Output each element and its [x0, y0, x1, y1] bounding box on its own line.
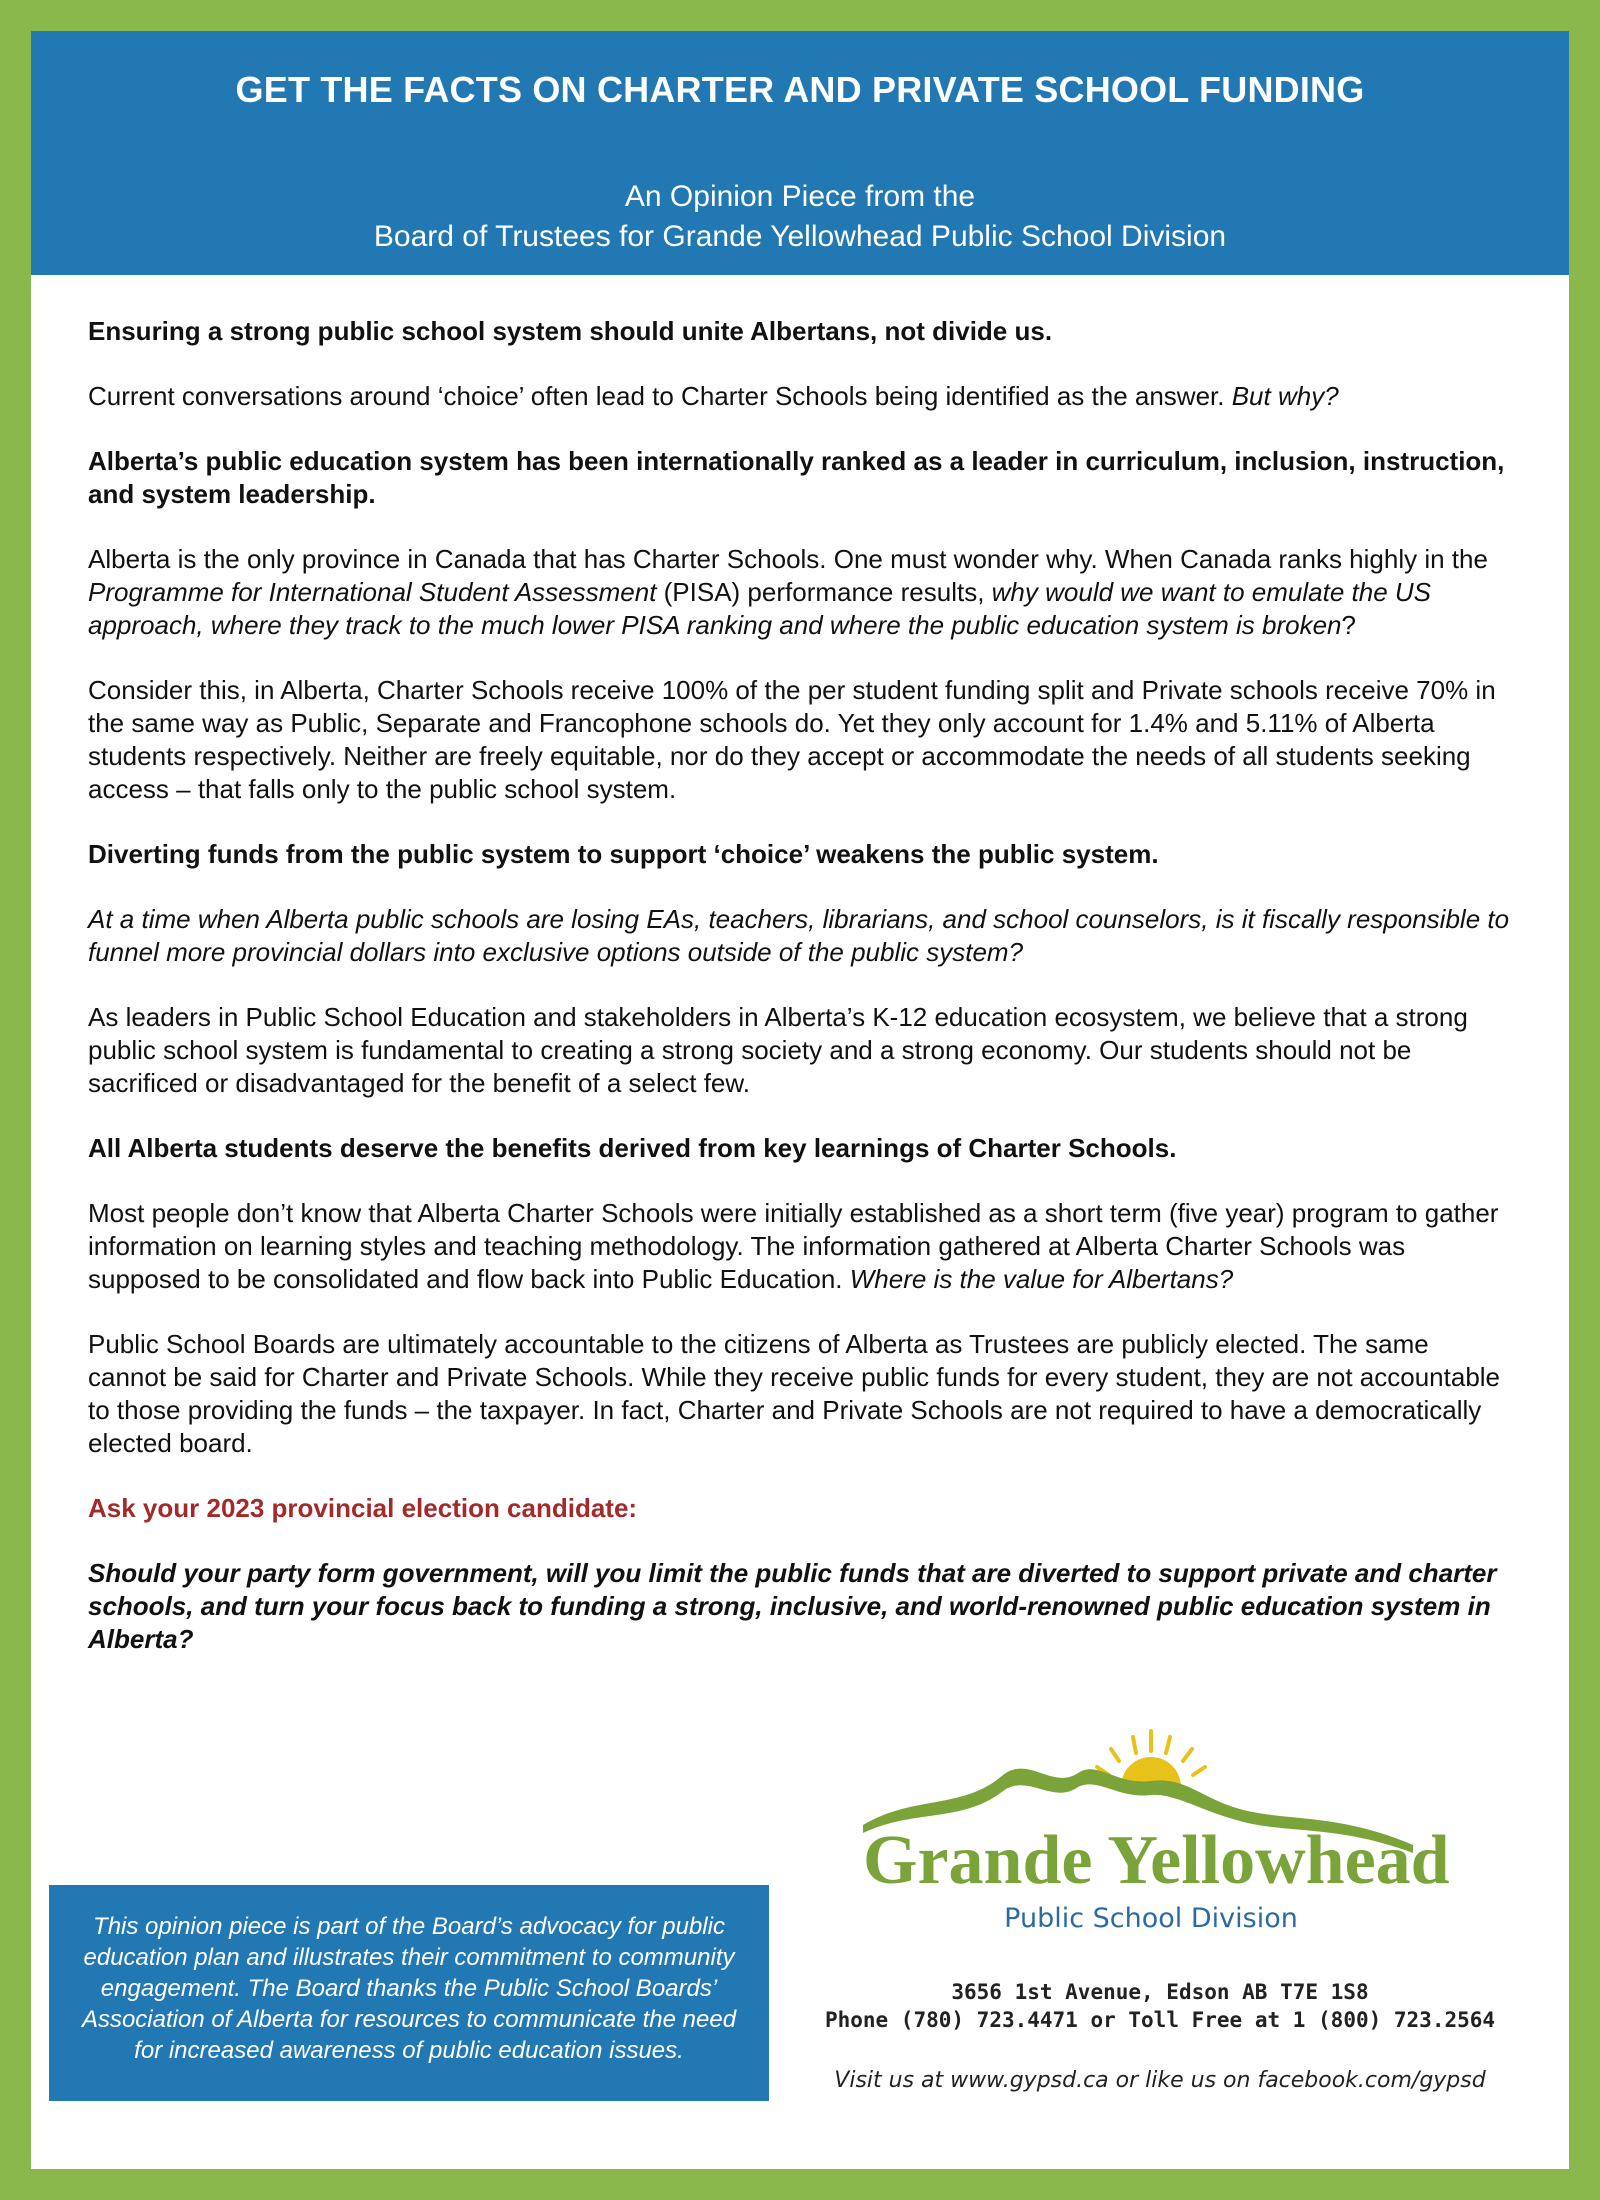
- header-subtitle: [31, 177, 1569, 257]
- paragraph-funding: Consider this, in Alberta, Charter Schools receive 100% of the per student funding split and Private schools receive 70% in the same way as Public, Separate and Francophone schools do. Yet they only account for 1.4% and 5.11% of Alberta students respectively. Neither are freely equitable, nor do they accept or accommodate the needs of all students seeking access – that falls only to the public school system.: [88, 675, 1496, 804]
- paragraph-pisa: [88, 543, 1511, 642]
- advocacy-note-box: [49, 1885, 769, 2101]
- subtitle-line-2: Board of Trustees for Grande Yellowhead Public School Division: [373, 220, 1227, 253]
- article-body: [31, 275, 1569, 1656]
- paragraph-choice-text: Current conversations around ‘choice’ often lead to Charter Schools being identified as the answer.: [88, 381, 1232, 411]
- heading-key-learnings: All Alberta students deserve the benefits derived from key learnings of Charter Schools.: [88, 1133, 1177, 1163]
- heading-ranked-leader: Alberta’s public education system has been internationally ranked as a leader in curriculum, inclusion, instruction, and system leadership.: [88, 446, 1505, 509]
- paragraph-pisa-mark: ?: [1341, 610, 1356, 640]
- contact-block: [810, 1978, 1510, 2034]
- paragraph-leaders: As leaders in Public School Education and stakeholders in Alberta’s K-12 education ecosystem, we believe that a strong public school system is fundamental to creating a strong society and a strong economy. Our students should not be sacrificed or disadvantaged for the benefit of a select few.: [88, 1002, 1468, 1098]
- paragraph-pisa-text-c: (PISA) performance results,: [656, 577, 992, 607]
- candidate-question: Should your party form government, will you limit the public funds that are diverted to support private and charter schools, and turn your focus back to funding a strong, inclusive, and world-renowned public education system in Alberta?: [88, 1558, 1497, 1654]
- address: 3656 1st Avenue, Edson AB T7E 1S8: [951, 1980, 1369, 2004]
- heading-unite: Ensuring a strong public school system should unite Albertans, not divide us.: [88, 316, 1053, 346]
- subtitle-line-1: An Opinion Piece from the: [624, 180, 976, 213]
- heading-diverting-funds: Diverting funds from the public system to support ‘choice’ weakens the public system.: [88, 839, 1159, 869]
- paragraph-choice: [88, 380, 1511, 413]
- logo-graphic: [853, 1715, 1453, 1945]
- phone: Phone (780) 723.4471 or Toll Free at 1 (800) 723.2564: [824, 2008, 1496, 2032]
- header-banner: [31, 31, 1569, 275]
- paragraph-pisa-question: why would we want to emulate the US approach, where they track to the much lower PISA ranking and where the public education system is broken: [88, 577, 1431, 640]
- logo-subtitle: Public School Division: [1004, 1903, 1298, 1934]
- paragraph-accountability: Public School Boards are ultimately accountable to the citizens of Alberta as Trustees are publicly elected. The same cannot be said for Charter and Private Schools. While they receive public funds for every student, they are not accountable to those providing the funds – the taxpayer. In fact, Charter and Private Schools are not required to have a democratically elected board.: [88, 1329, 1501, 1458]
- paragraph-choice-question: But why?: [1231, 381, 1339, 411]
- paragraph-pisa-programme: Programme for International Student Assessment: [88, 577, 657, 607]
- website-line: Visit us at www.gypsd.ca or like us on facebook.com/gypsd: [834, 2068, 1486, 2093]
- paragraph-history-question: Where is the value for Albertans?: [849, 1264, 1234, 1294]
- logo-name: Grande Yellowhead: [863, 1822, 1450, 1899]
- page-title: GET THE FACTS ON CHARTER AND PRIVATE SCHOOL FUNDING: [235, 69, 1365, 110]
- call-to-action-heading: Ask your 2023 provincial election candidate:: [88, 1493, 638, 1523]
- advocacy-note: This opinion piece is part of the Board’s advocacy for public education plan and illustrates their commitment to community engagement. The Board thanks the Public School Boards’ Association of Alberta for resources to communicate the need for increased awareness of public education issues.: [81, 1913, 737, 2064]
- paragraph-pisa-text-a: Alberta is the only province in Canada that has Charter Schools. One must wonder why. When Canada ranks highly in the: [88, 544, 1488, 574]
- division-logo: [853, 1715, 1453, 1945]
- paragraph-history-text: Most people don’t know that Alberta Charter Schools were initially established as a short term (five year) program to gather information on learning styles and teaching methodology. The information gathered at Alberta Charter Schools was supposed to be consolidated and flow back into Public Education.: [88, 1198, 1499, 1294]
- paragraph-fiscal-question: At a time when Alberta public schools are losing EAs, teachers, librarians, and school counselors, is it fiscally responsible to funnel more provincial dollars into exclusive options outside of the public system?: [88, 904, 1510, 967]
- paragraph-history: [88, 1197, 1511, 1296]
